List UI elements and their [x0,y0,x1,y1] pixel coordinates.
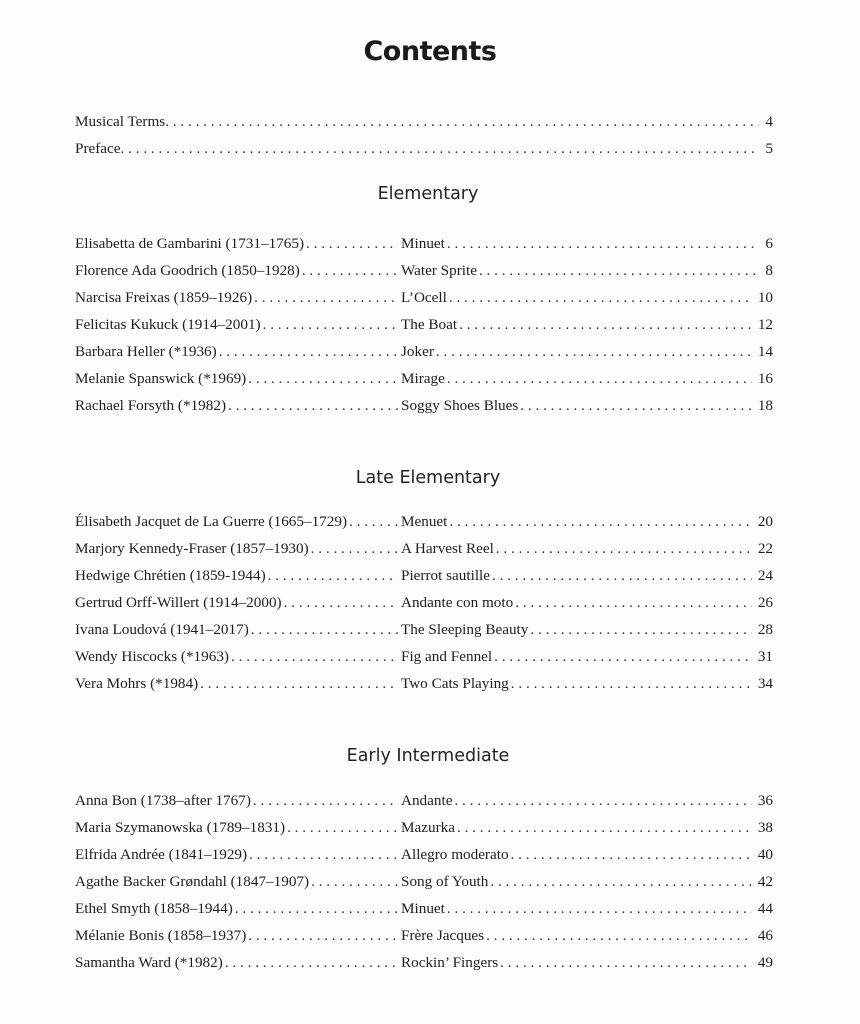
page-number: 16 [757,370,773,387]
dot-leader [477,257,759,284]
composer-name: Mélanie Bonis (1858–1937) [75,927,247,944]
dot-leader [252,284,398,311]
composer-name: Rachael Forsyth (*1982) [75,397,226,414]
dot-leader [452,787,751,814]
dot-leader [528,616,751,643]
composer-name: Samantha Ward (*1982) [75,954,223,971]
piece-title: L’Ocell [401,289,447,306]
dot-leader [309,535,398,562]
toc-entry-page: 4 [765,113,773,130]
toc-entry[interactable] [75,392,773,419]
composer-name: Narcisa Freixas (1859–1926) [75,289,253,306]
composer-name: Ivana Loudová (1941–2017) [75,621,249,638]
section-heading-late-elementary: Late Elementary [355,468,501,488]
dot-leader [251,787,398,814]
dot-leader [165,108,759,135]
dot-leader [198,670,398,697]
section-list-early-intermediate [75,787,773,976]
toc-entry[interactable] [75,508,773,535]
piece-title: Mazurka [401,819,455,836]
toc-entry-title: Preface [75,140,121,157]
toc-entry[interactable] [75,841,773,868]
composer-name: Maria Szymanowska (1789–1831) [75,819,286,836]
toc-entry[interactable] [75,535,773,562]
page-number: 20 [757,513,773,530]
section-list-elementary [75,230,773,419]
piece-title: The Boat [401,316,458,333]
dot-leader [217,338,398,365]
dot-leader [309,868,398,895]
piece-title: Rockin’ Fingers [401,954,499,971]
page-number: 10 [757,289,773,306]
dot-leader [282,589,398,616]
page-number: 46 [757,927,773,944]
page-number: 24 [757,567,773,584]
dot-leader [246,365,398,392]
dot-leader [490,562,752,589]
dot-leader [494,535,752,562]
page-number: 49 [757,954,773,971]
composer-name: Barbara Heller (*1936) [75,343,217,360]
dot-leader [447,284,752,311]
toc-entry[interactable] [75,284,773,311]
dot-leader [445,365,752,392]
composer-name: Felicitas Kukuck (1914–2001) [75,316,261,333]
toc-entry[interactable] [75,787,773,814]
composer-name: Agathe Backer Grøndahl (1847–1907) [75,873,310,890]
page-number: 40 [757,846,773,863]
piece-title: Minuet [401,900,445,917]
composer-name: Vera Mohrs (*1984) [75,675,199,692]
piece-title: Fig and Fennel [401,648,493,665]
dot-leader [233,895,398,922]
section-list-late-elementary [75,508,773,697]
dot-leader [492,643,752,670]
piece-title: Soggy Shoes Blues [401,397,519,414]
dot-leader [300,257,398,284]
dot-leader [518,392,752,419]
piece-title: Andante con moto [401,594,514,611]
page-number: 38 [757,819,773,836]
toc-entry[interactable] [75,949,773,976]
dot-leader [229,643,398,670]
dot-leader [445,230,760,257]
toc-entry[interactable] [75,895,773,922]
dot-leader [498,949,752,976]
piece-title: Frère Jacques [401,927,485,944]
dot-leader [455,814,752,841]
toc-entry[interactable] [75,616,773,643]
page-number: 14 [757,343,773,360]
toc-entry-page: 5 [765,140,773,157]
piece-title: Song of Youth [401,873,489,890]
composer-name: Melanie Spanswick (*1969) [75,370,247,387]
toc-entry[interactable] [75,230,773,257]
page-number: 36 [757,792,773,809]
dot-leader [249,616,398,643]
dot-leader [246,922,398,949]
piece-title: Two Cats Playing [401,675,509,692]
dot-leader [509,841,752,868]
page-number: 8 [765,262,773,279]
composer-name: Gertrud Orff-Willert (1914–2000) [75,594,282,611]
toc-entry[interactable] [75,338,773,365]
piece-title: Water Sprite [401,262,477,279]
dot-leader [434,338,752,365]
toc-entry-preface[interactable] [75,135,773,162]
toc-entry[interactable] [75,257,773,284]
page-number: 42 [757,873,773,890]
section-heading-early-intermediate: Early Intermediate [346,746,510,766]
piece-title: Joker [401,343,434,360]
toc-entry[interactable] [75,868,773,895]
dot-leader [484,922,752,949]
composer-name: Ethel Smyth (1858–1944) [75,900,233,917]
composer-name: Élisabeth Jacquet de La Guerre (1665–1729) [75,513,348,530]
toc-entry[interactable] [75,365,773,392]
toc-entry-title: Musical Terms [75,113,166,130]
composer-name: Elfrida Andrée (1841–1929) [75,846,248,863]
dot-leader [304,230,398,257]
piece-title: Minuet [401,235,445,252]
section-heading-elementary: Elementary [377,184,479,204]
piece-title: The Sleeping Beauty [401,621,529,638]
composer-name: Marjory Kennedy-Fraser (1857–1930) [75,540,309,557]
page-number: 12 [757,316,773,333]
toc-entry[interactable] [75,643,773,670]
dot-leader [513,589,752,616]
page-number: 6 [765,235,773,252]
front-matter-list [75,108,773,162]
toc-entry[interactable] [75,562,773,589]
page-number: 34 [757,675,773,692]
toc-entry[interactable] [75,589,773,616]
piece-title: Andante [401,792,453,809]
piece-title: Allegro moderato [401,846,509,863]
page-number: 28 [757,621,773,638]
dot-leader [226,392,398,419]
dot-leader [347,508,398,535]
toc-entry[interactable] [75,311,773,338]
dot-leader [247,841,398,868]
page-number: 18 [757,397,773,414]
dot-leader [266,562,398,589]
toc-entry-musical-terms[interactable] [75,108,773,135]
page-number: 22 [757,540,773,557]
dot-leader [447,508,751,535]
composer-name: Wendy Hiscocks (*1963) [75,648,229,665]
dot-leader [121,135,760,162]
dot-leader [457,311,752,338]
page-number: 31 [757,648,773,665]
dot-leader [223,949,398,976]
piece-title: A Harvest Reel [401,540,494,557]
composer-name: Elisabetta de Gambarini (1731–1765) [75,235,305,252]
dot-leader [488,868,751,895]
composer-name: Florence Ada Goodrich (1850–1928) [75,262,300,279]
toc-entry[interactable] [75,922,773,949]
composer-name: Anna Bon (1738–after 1767) [75,792,251,809]
dot-leader [509,670,752,697]
piece-title: Pierrot sautille [401,567,490,584]
composer-name: Hedwige Chrétien (1859-1944) [75,567,266,584]
dot-leader [261,311,398,338]
page-number: 26 [757,594,773,611]
piece-title: Menuet [401,513,448,530]
dot-leader [445,895,752,922]
piece-title: Mirage [401,370,445,387]
toc-entry[interactable] [75,670,773,697]
toc-entry[interactable] [75,814,773,841]
page-title: Contents [363,36,497,67]
page-number: 44 [757,900,773,917]
dot-leader [285,814,398,841]
